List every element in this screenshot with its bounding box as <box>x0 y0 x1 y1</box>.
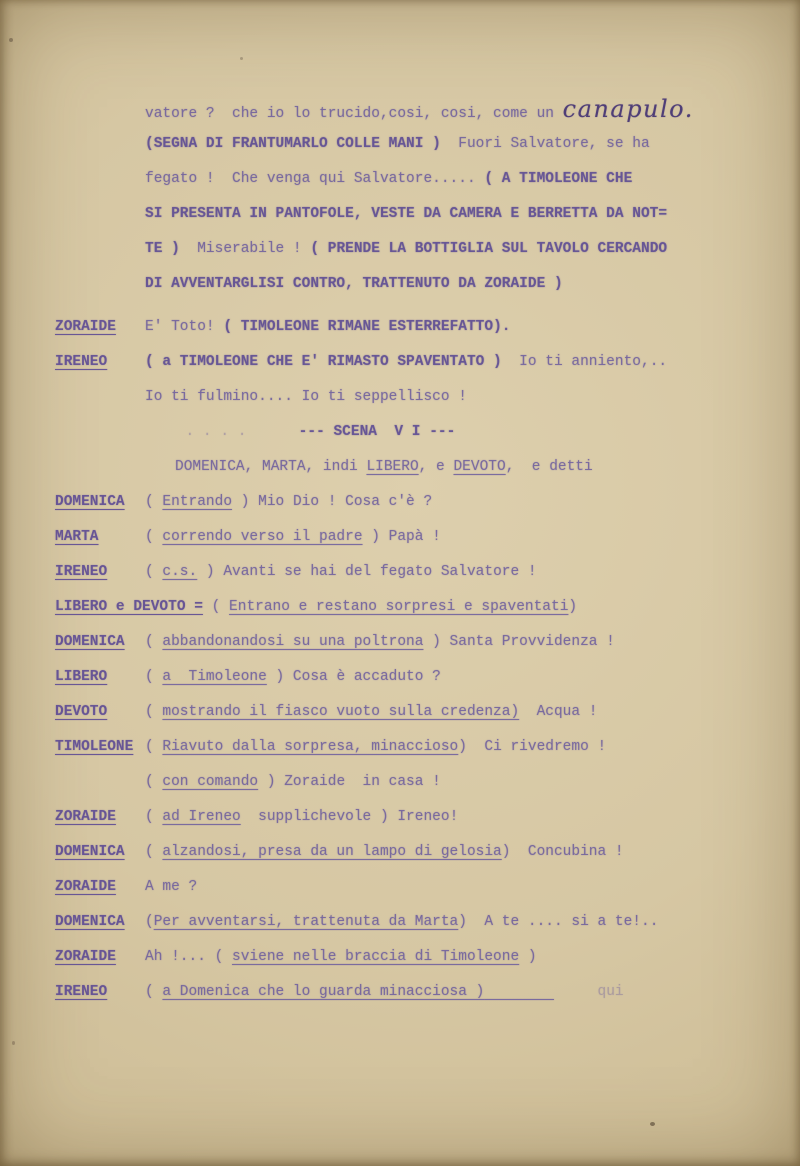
script-line <box>55 310 782 345</box>
stage-direction: a Timoleone <box>162 669 267 685</box>
line-text: ) Mio Dio ! Cosa c'è ? <box>232 494 433 510</box>
speaker-name: DOMENICA <box>55 634 125 650</box>
line-text: ) Cosa è accaduto ? <box>266 669 441 685</box>
stage-direction: Per avventarsi, trattenuta da Marta <box>153 914 459 930</box>
script-line <box>55 345 782 380</box>
line-text: ) Concubina ! <box>501 844 624 860</box>
line-text: Miserabile ! <box>179 241 311 257</box>
stage-direction: LIBERO <box>366 459 419 475</box>
line-text <box>246 424 298 440</box>
line-text: ) Santa Provvidenza ! <box>423 634 615 650</box>
stage-direction-caps: SI PRESENTA IN PANTOFOLE, VESTE DA CAMERA E BERRETTA DA NOT= <box>145 206 668 222</box>
script-line <box>55 590 782 625</box>
script-line <box>55 835 782 870</box>
line-text: . . . . <box>185 424 247 440</box>
script-line <box>55 197 782 232</box>
speaker-name: IRENEO <box>55 564 108 580</box>
line-text: ( <box>145 844 163 860</box>
stage-direction: Riavuto dalla sorpresa, minaccioso <box>162 739 459 755</box>
script-line <box>55 765 782 800</box>
stage-direction-caps: ( A TIMOLEONE CHE <box>484 171 633 187</box>
stage-direction: abbandonandosi su una poltrona <box>162 634 424 650</box>
line-text: Fuori Salvatore, se ha <box>440 136 650 152</box>
script-line <box>55 975 782 1010</box>
script-line <box>55 380 782 415</box>
line-text: ( <box>145 704 163 720</box>
speaker-name: LIBERO e DEVOTO = <box>55 599 203 615</box>
script-line <box>55 940 782 975</box>
stage-direction: correndo verso il padre <box>162 529 363 545</box>
line-text: Io ti anniento,.. <box>501 354 668 370</box>
script-line <box>55 660 782 695</box>
paper-speck <box>9 38 13 42</box>
paper-speck <box>12 1041 15 1045</box>
stage-direction: sviene nelle braccia di Timoleone <box>232 949 520 965</box>
script-line <box>55 267 782 302</box>
speaker-name: MARTA <box>55 529 99 545</box>
line-text <box>55 424 186 440</box>
line-text: qui <box>597 984 624 1000</box>
script-line <box>55 800 782 835</box>
stage-direction-caps: ( a TIMOLEONE CHE E' RIMASTO SPAVENTATO ) <box>145 354 502 370</box>
line-text: , e detti <box>505 459 593 475</box>
stage-direction: c.s. <box>162 564 198 580</box>
line-text: ) Papà ! <box>362 529 441 545</box>
speaker-name: DOMENICA <box>55 494 125 510</box>
script-line <box>55 625 782 660</box>
line-text: ) Avanti se hai del fegato Salvatore ! <box>197 564 537 580</box>
speaker-name: LIBERO <box>55 669 108 685</box>
stage-direction: Entrando <box>162 494 233 510</box>
script-line <box>55 905 782 940</box>
line-text: ( <box>145 529 163 545</box>
line-text: DOMENICA, MARTA, indi <box>175 459 367 475</box>
stage-direction-caps: (SEGNA DI FRANTUMARLO COLLE MANI ) <box>145 136 441 152</box>
line-text: ( <box>145 634 163 650</box>
stage-direction: mostrando il fiasco vuoto sulla credenza) <box>162 704 520 720</box>
line-text: ( <box>145 774 163 790</box>
line-text <box>554 984 598 1000</box>
stage-direction <box>484 984 554 1000</box>
script-line <box>55 127 782 162</box>
handwritten-word: canapulo. <box>562 95 694 123</box>
line-text: ) A te .... si a te!.. <box>458 914 659 930</box>
script-line <box>55 162 782 197</box>
line-text: ( <box>145 739 163 755</box>
line-text: ) <box>568 599 578 615</box>
paper-speck <box>650 1122 655 1126</box>
stage-direction-caps: ( PRENDE LA BOTTIGLIA SUL TAVOLO CERCANDO <box>310 241 668 257</box>
stage-direction-caps: DI AVVENTARGLISI CONTRO, TRATTENUTO DA ZORAIDE ) <box>145 276 563 292</box>
speaker-name: DEVOTO <box>55 704 108 720</box>
speaker-name: ZORAIDE <box>55 949 116 965</box>
line-text: E' Toto! <box>145 319 224 335</box>
script-line <box>55 450 782 485</box>
script-line <box>55 232 782 267</box>
line-text: ) Zoraide in casa ! <box>258 774 441 790</box>
line-text: , e <box>418 459 454 475</box>
script-line <box>55 92 782 127</box>
stage-direction-caps: TE ) <box>145 241 180 257</box>
speaker-name: ZORAIDE <box>55 809 116 825</box>
line-text: fegato ! Che venga qui Salvatore..... <box>145 171 485 187</box>
script-line <box>55 415 782 450</box>
speaker-name: TIMOLEONE <box>55 739 134 755</box>
line-text: ( <box>202 599 230 615</box>
line-text: ) Ci rivedremo ! <box>458 739 607 755</box>
line-text: ( <box>145 564 163 580</box>
script-line <box>55 555 782 590</box>
speaker-name: DOMENICA <box>55 844 125 860</box>
stage-direction: Entrano e restano sorpresi e spaventati <box>229 599 569 615</box>
stage-direction-caps: ( TIMOLEONE RIMANE ESTERREFATTO). <box>223 319 511 335</box>
script-line <box>55 730 782 765</box>
paper-speck <box>240 57 243 60</box>
script-line <box>55 695 782 730</box>
line-text: A me ? <box>145 879 198 895</box>
line-text: ( <box>145 494 163 510</box>
stage-direction-caps: --- SCENA V I --- <box>298 424 456 440</box>
line-text: Ah !... ( <box>145 949 233 965</box>
line-text: ( <box>145 809 163 825</box>
line-text: vatore ? che io lo trucido,cosi, cosi, come un <box>145 106 563 122</box>
script-line <box>55 520 782 555</box>
script-line <box>55 870 782 905</box>
stage-direction: DEVOTO <box>453 459 506 475</box>
speaker-name: ZORAIDE <box>55 879 116 895</box>
line-text: supplichevole ) Ireneo! <box>240 809 459 825</box>
line-text: ( <box>145 914 154 930</box>
stage-direction: ad Ireneo <box>162 809 241 825</box>
line-text: Io ti fulmino.... Io ti seppellisco ! <box>145 389 467 405</box>
stage-direction: a Domenica che lo guarda minacciosa ) <box>162 984 485 1000</box>
speaker-name: IRENEO <box>55 984 108 1000</box>
speaker-name: IRENEO <box>55 354 108 370</box>
stage-direction: con comando <box>162 774 259 790</box>
line-text: ( <box>145 669 163 685</box>
text-block <box>55 92 782 1010</box>
speaker-name: DOMENICA <box>55 914 125 930</box>
script-line <box>55 485 782 520</box>
stage-direction: alzandosi, presa da un lampo di gelosia <box>162 844 502 860</box>
speaker-name: ZORAIDE <box>55 319 116 335</box>
line-text: Acqua ! <box>519 704 598 720</box>
line-text: ) <box>519 949 537 965</box>
line-text: ( <box>145 984 163 1000</box>
